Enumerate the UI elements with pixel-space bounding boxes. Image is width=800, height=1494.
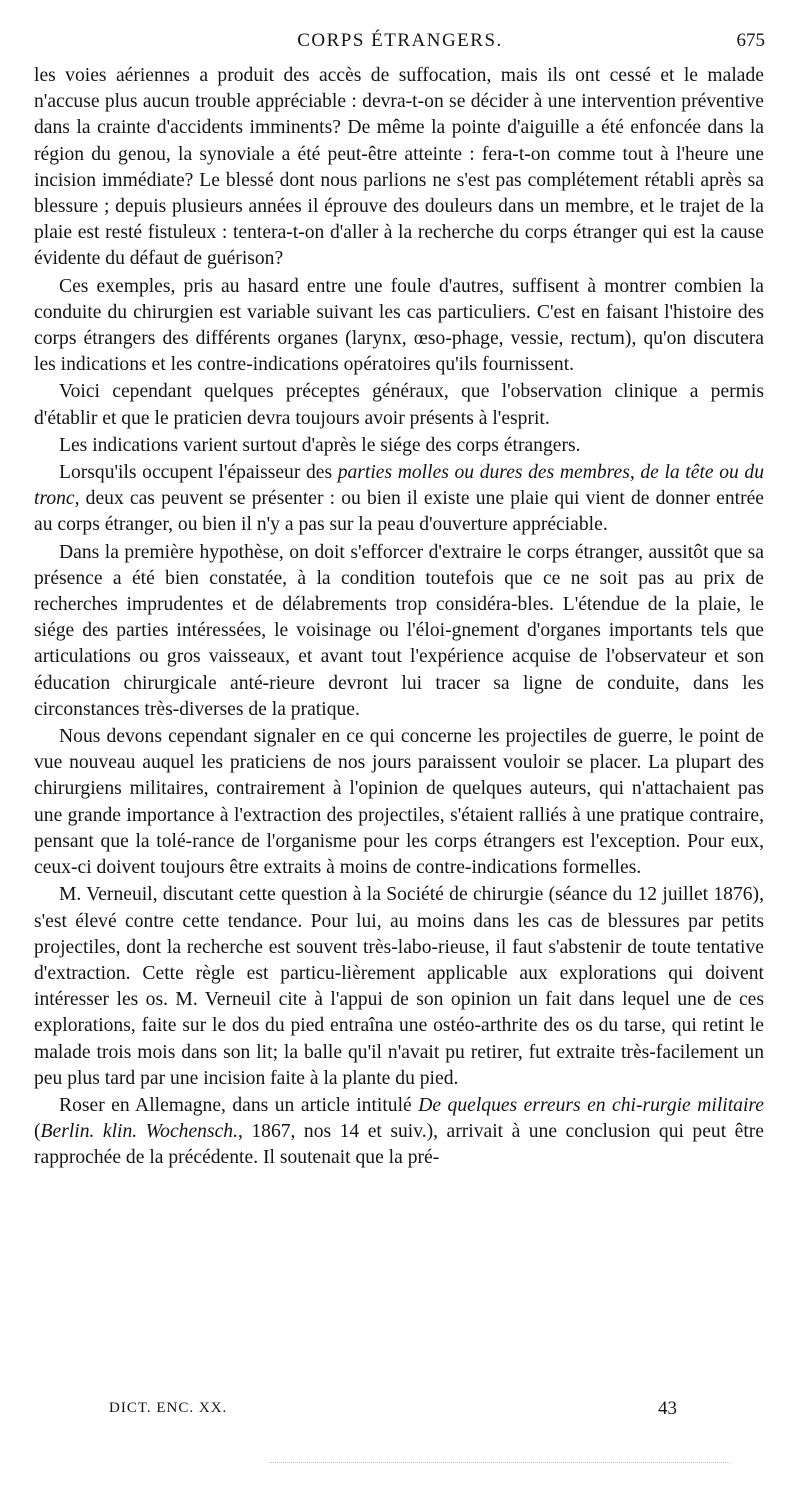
body-text xyxy=(34,63,764,1172)
text-run: Nous devons cependant signaler en ce qui concerne les projectiles de guerre, le point de vue nouveau auquel les praticiens de nos jours paraissent vouloir se placer. La plupart des chirurgiens militaires, contrairement à l'opinion de quelques auteurs, qui n'attachaient pas une grande importance à l'extraction des projectiles, s'étaient ralliés à une pratique contraire, pensant que la tolé-rance de l'organisme pour les corps étrangers est l'exception. Pour eux, ceux-ci doivent toujours être extraits à moins de contre-indications formelles. xyxy=(34,726,764,879)
bleed-through-marks xyxy=(270,1462,730,1463)
italic-text: Berlin. klin. Wochensch. xyxy=(40,1121,238,1143)
italic-text: parties molles ou dures des membres, de la tête ou du tronc, xyxy=(34,462,764,510)
text-run: Dans la première hypothèse, on doit s'efforcer d'extraire le corps étranger, aussitôt que sa présence a été bien constatée, à la condition toutefois que ce ne soit pas au prix de recherches imprudentes et de délabrements trop considéra-bles. L'étendue de la plaie, le siége des parties intéressées, le voisinage ou l'éloi-gnement d'organes importants tels que articulations ou gros vaisseaux, et avant tout l'expérience acquise de l'observateur et son éducation chirurgicale anté-rieure devront lui tracer sa ligne de conduite, dans les circonstances très-diverses de la pratique. xyxy=(34,541,764,720)
text-run: ( xyxy=(34,1121,41,1143)
paragraph xyxy=(34,433,764,459)
paragraph xyxy=(34,724,764,881)
text-run: les voies aériennes a produit des accès de suffocation, mais ils ont cessé et le malade n'accuse plus aucun trouble appréciable : devra-t-on se décider à une intervention préventive dans la crainte d'accidents imminents? De même la pointe d'aiguille a été enfoncée dans la région du genou, la synoviale a été peut-être atteinte : fera-t-on comme tout à l'heure une incision immédiate? Le blessé dont nous parlions ne s'est pas complétement rétabli après sa blessure ; depuis plusieurs années il éprouve des douleurs dans un membre, et le trajet de la plaie est resté fistuleux : tentera-t-on d'aller à la recherche du corps étranger qui est la cause évidente du défaut de guérison? xyxy=(34,65,764,270)
paragraph xyxy=(34,63,764,273)
page-number: 675 xyxy=(736,30,765,51)
text-run: Voici cependant quelques préceptes généraux, que l'observation clinique a permis d'établir et que le praticien devra toujours avoir présents à l'esprit. xyxy=(34,381,764,429)
text-run: deux cas peuvent se présenter : ou bien il existe une plaie qui vient de donner entrée au corps étranger, ou bien il n'y a pas sur la peau d'ouverture appréciable. xyxy=(34,488,764,536)
sheet-number: 43 xyxy=(658,1398,677,1419)
running-title: CORPS ÉTRANGERS. xyxy=(297,30,503,51)
paragraph xyxy=(34,379,764,431)
paragraph xyxy=(34,882,764,1092)
paragraph xyxy=(34,540,764,723)
text-run: , 1867, nos 14 et suiv.), arrivait à une conclusion qui peut être rapprochée de la précédente. Il soutenait que la pré- xyxy=(34,1121,765,1169)
signature-mark: DICT. ENC. XX. xyxy=(109,1400,228,1416)
paragraph xyxy=(34,460,764,539)
text-run: Ces exemples, pris au hasard entre une foule d'autres, suffisent à montrer combien la conduite du chirurgien est variable suivant les cas particuliers. C'est en faisant l'histoire des corps étrangers des différents organes (larynx, œso-phage, vessie, rectum), qu'on discutera les indications et les contre-indications opératoires qu'ils fournissent. xyxy=(34,275,764,376)
text-run: Les indications varient surtout d'après le siége des corps étrangers. xyxy=(59,434,581,456)
text-run: Roser en Allemagne, dans un article intitulé xyxy=(59,1094,419,1116)
paragraph xyxy=(34,1093,764,1172)
italic-text: De quelques erreurs en chi-rurgie militaire xyxy=(418,1094,764,1116)
paragraph xyxy=(34,274,764,379)
running-header xyxy=(0,30,800,60)
page-footer xyxy=(0,1398,800,1424)
text-run: Lorsqu'ils occupent l'épaisseur des xyxy=(59,462,338,484)
text-run: M. Verneuil, discutant cette question à la Société de chirurgie (séance du 12 juillet 1876), s'est élevé contre cette tendance. Pour lui, au moins dans les cas de blessures par petits projectiles, dont la recherche est souvent très-labo-rieuse, il faut s'abstenir de toute tentative d'extraction. Cette règle est particu-lièrement applicable aux explorations qui doivent intéresser les os. M. Verneuil cite à l'appui de son opinion un fait dans lequel une de ces explorations, faite sur le dos du pied entraîna une ostéo-arthrite des os du tarse, qui retint le malade trois mois dans son lit; la balle qu'il n'avait pu retirer, fut extraite très-facilement un peu plus tard par une incision faite à la plante du pied. xyxy=(34,884,764,1089)
